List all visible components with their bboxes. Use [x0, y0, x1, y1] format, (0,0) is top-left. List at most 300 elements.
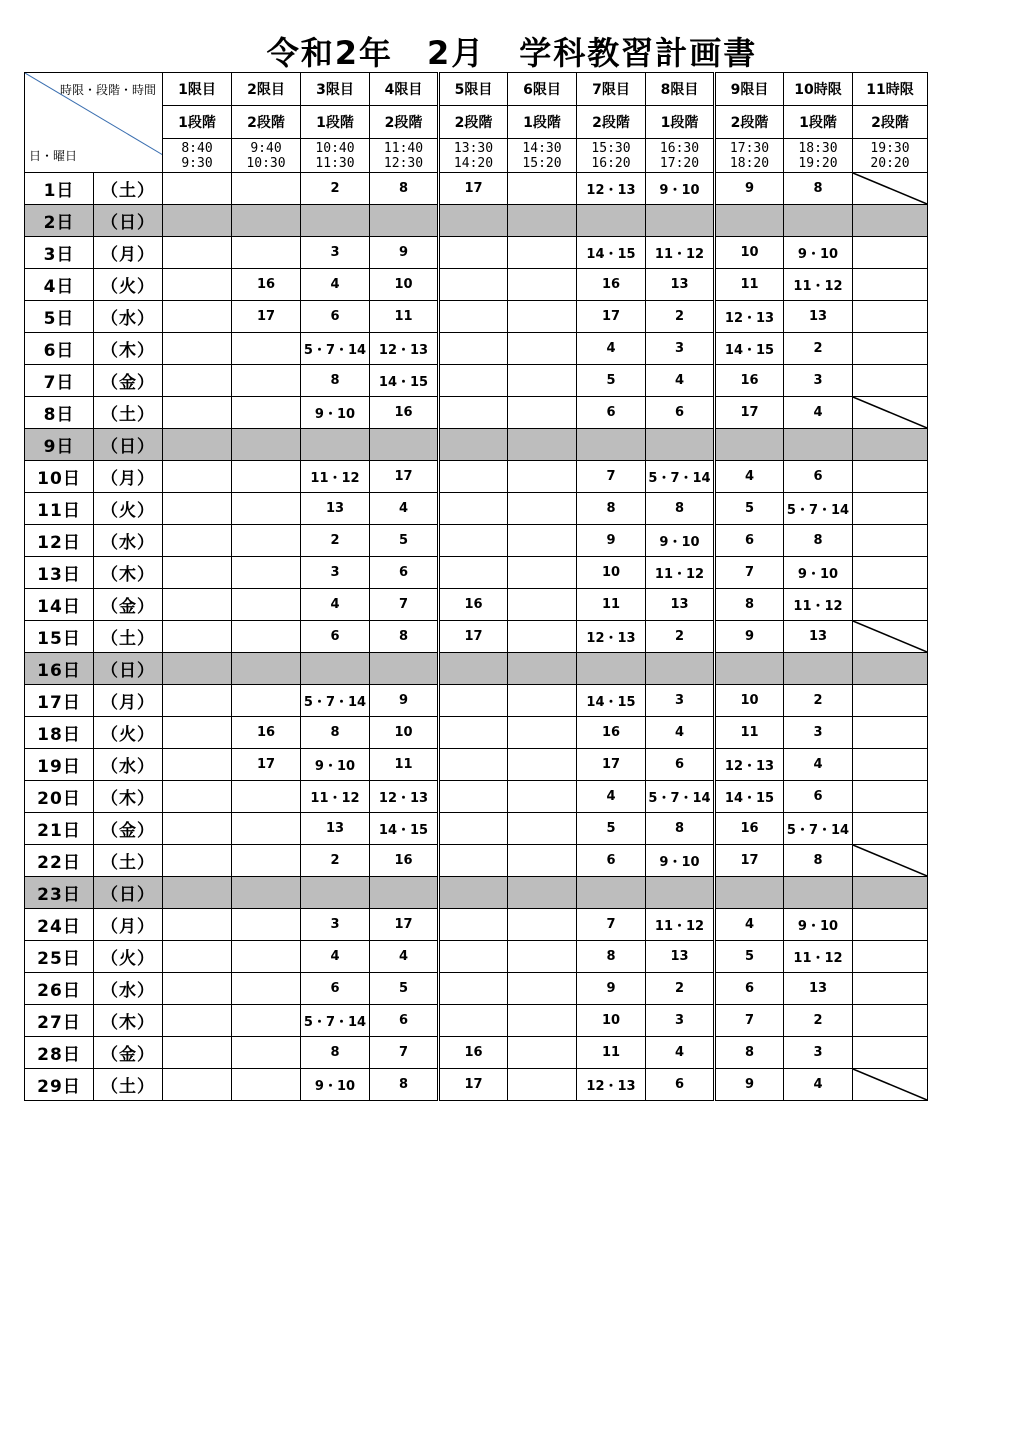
lesson-cell: 5・7・14	[784, 813, 853, 845]
lesson-cell: 3	[784, 717, 853, 749]
end-time: 15:20	[522, 155, 562, 171]
lesson-cell	[439, 749, 508, 781]
stage-header: 2段階	[715, 106, 784, 139]
lesson-cell	[439, 493, 508, 525]
lesson-cell: 4	[370, 941, 439, 973]
lesson-cell: 3	[301, 557, 370, 589]
lesson-cell	[232, 973, 301, 1005]
time-header	[646, 139, 715, 173]
table-row	[25, 653, 928, 685]
no-class-slash	[853, 621, 927, 652]
lesson-cell	[508, 909, 577, 941]
weekday-cell: （月）	[94, 461, 163, 493]
lesson-cell	[853, 589, 928, 621]
lesson-cell	[508, 589, 577, 621]
start-time: 9:40	[250, 140, 282, 156]
lesson-cell	[370, 205, 439, 237]
date-cell: 20日	[25, 781, 94, 813]
lesson-cell: 10	[370, 717, 439, 749]
lesson-cell: 8	[370, 173, 439, 205]
lesson-cell: 17	[370, 909, 439, 941]
lesson-cell: 10	[715, 237, 784, 269]
lesson-cell: 13	[646, 269, 715, 301]
weekday-cell: （金）	[94, 813, 163, 845]
start-time: 11:40	[383, 140, 424, 156]
schedule-table	[24, 72, 928, 1101]
lesson-cell: 8	[301, 365, 370, 397]
lesson-cell	[163, 845, 232, 877]
lesson-cell: 8	[301, 717, 370, 749]
lesson-cell	[370, 877, 439, 909]
lesson-cell	[439, 653, 508, 685]
lesson-cell	[853, 525, 928, 557]
lesson-cell	[853, 461, 928, 493]
lesson-cell	[508, 717, 577, 749]
table-row	[25, 205, 928, 237]
table-row	[25, 333, 928, 365]
lesson-cell: 12・13	[577, 173, 646, 205]
lesson-cell	[232, 397, 301, 429]
lesson-cell	[853, 941, 928, 973]
lesson-cell: 11・12	[784, 941, 853, 973]
lesson-cell	[163, 205, 232, 237]
no-class-slash	[853, 173, 927, 204]
table-row	[25, 1069, 928, 1101]
lesson-cell	[163, 1069, 232, 1101]
lesson-cell	[163, 493, 232, 525]
lesson-cell	[508, 269, 577, 301]
lesson-cell	[439, 941, 508, 973]
lesson-cell: 17	[715, 397, 784, 429]
lesson-cell	[439, 365, 508, 397]
date-cell: 12日	[25, 525, 94, 557]
stage-header: 1段階	[301, 106, 370, 139]
lesson-cell: 6	[646, 749, 715, 781]
lesson-cell: 3	[784, 1037, 853, 1069]
date-cell: 1日	[25, 173, 94, 205]
lesson-cell	[439, 525, 508, 557]
end-time: 18:20	[729, 155, 770, 171]
lesson-cell: 16	[715, 813, 784, 845]
lesson-cell	[232, 877, 301, 909]
lesson-cell	[163, 909, 232, 941]
lesson-cell: 10	[715, 685, 784, 717]
lesson-cell: 4	[577, 333, 646, 365]
lesson-cell: 4	[715, 461, 784, 493]
lesson-cell	[853, 173, 928, 205]
lesson-cell	[163, 941, 232, 973]
lesson-cell	[163, 717, 232, 749]
lesson-cell: 16	[439, 1037, 508, 1069]
lesson-cell: 11	[577, 589, 646, 621]
lesson-cell: 5・7・14	[646, 461, 715, 493]
period-header: 1限目	[163, 73, 232, 106]
lesson-cell: 6	[301, 621, 370, 653]
lesson-cell	[232, 525, 301, 557]
start-time: 10:40	[315, 140, 355, 156]
lesson-cell	[163, 269, 232, 301]
period-header: 9限目	[715, 73, 784, 106]
date-cell: 19日	[25, 749, 94, 781]
table-row	[25, 621, 928, 653]
lesson-cell: 12・13	[577, 1069, 646, 1101]
lesson-cell: 14・15	[715, 333, 784, 365]
weekday-cell: （水）	[94, 749, 163, 781]
lesson-cell: 11・12	[784, 269, 853, 301]
lesson-cell	[439, 333, 508, 365]
start-time: 18:30	[798, 140, 838, 156]
lesson-cell: 4	[646, 717, 715, 749]
lesson-cell: 10	[577, 557, 646, 589]
lesson-cell: 8	[301, 1037, 370, 1069]
lesson-cell: 5	[370, 525, 439, 557]
time-header	[508, 139, 577, 173]
weekday-cell: （火）	[94, 941, 163, 973]
weekday-cell: （火）	[94, 269, 163, 301]
table-row	[25, 685, 928, 717]
lesson-cell: 16	[232, 269, 301, 301]
lesson-cell	[163, 429, 232, 461]
lesson-cell	[853, 333, 928, 365]
lesson-cell: 2	[646, 621, 715, 653]
weekday-cell: （土）	[94, 621, 163, 653]
lesson-cell: 17	[577, 749, 646, 781]
lesson-cell: 11・12	[301, 461, 370, 493]
table-row	[25, 557, 928, 589]
lesson-cell	[508, 173, 577, 205]
lesson-cell: 17	[715, 845, 784, 877]
period-header: 10時限	[784, 73, 853, 106]
date-cell: 7日	[25, 365, 94, 397]
lesson-cell	[163, 333, 232, 365]
lesson-cell	[853, 973, 928, 1005]
lesson-cell	[232, 557, 301, 589]
lesson-cell: 8	[784, 525, 853, 557]
lesson-cell	[163, 973, 232, 1005]
lesson-cell	[232, 1037, 301, 1069]
lesson-cell: 16	[370, 845, 439, 877]
table-row	[25, 365, 928, 397]
lesson-cell	[508, 941, 577, 973]
stage-header: 1段階	[163, 106, 232, 139]
table-row	[25, 909, 928, 941]
period-header: 5限目	[439, 73, 508, 106]
lesson-cell: 9・10	[784, 557, 853, 589]
corner-label-top: 時限・段階・時間	[59, 83, 156, 97]
lesson-cell	[784, 429, 853, 461]
lesson-cell: 8	[577, 493, 646, 525]
time-header	[577, 139, 646, 173]
stage-header: 2段階	[232, 106, 301, 139]
lesson-cell: 9	[715, 621, 784, 653]
lesson-cell	[853, 685, 928, 717]
table-row	[25, 781, 928, 813]
lesson-cell: 5・7・14	[301, 685, 370, 717]
lesson-cell: 8	[715, 589, 784, 621]
lesson-cell: 6	[370, 557, 439, 589]
lesson-cell: 3	[784, 365, 853, 397]
time-header	[784, 139, 853, 173]
start-time: 19:30	[870, 140, 910, 156]
lesson-cell	[508, 685, 577, 717]
lesson-cell	[508, 397, 577, 429]
lesson-cell	[232, 173, 301, 205]
lesson-cell: 2	[646, 301, 715, 333]
date-cell: 13日	[25, 557, 94, 589]
lesson-cell: 14・15	[577, 237, 646, 269]
lesson-cell	[439, 973, 508, 1005]
weekday-cell: （木）	[94, 557, 163, 589]
date-cell: 28日	[25, 1037, 94, 1069]
lesson-cell: 13	[784, 301, 853, 333]
lesson-cell	[163, 397, 232, 429]
lesson-cell: 6	[577, 845, 646, 877]
lesson-cell: 4	[301, 589, 370, 621]
stage-header: 1段階	[784, 106, 853, 139]
lesson-cell: 14・15	[577, 685, 646, 717]
weekday-cell: （日）	[94, 429, 163, 461]
lesson-cell: 5	[715, 941, 784, 973]
lesson-cell: 13	[301, 813, 370, 845]
table-row	[25, 1037, 928, 1069]
lesson-cell: 11・12	[646, 237, 715, 269]
lesson-cell: 9	[577, 973, 646, 1005]
lesson-cell	[232, 813, 301, 845]
lesson-cell: 5	[715, 493, 784, 525]
lesson-cell	[508, 333, 577, 365]
lesson-cell	[439, 237, 508, 269]
lesson-cell	[508, 1069, 577, 1101]
lesson-cell	[439, 813, 508, 845]
lesson-cell: 3	[301, 237, 370, 269]
lesson-cell: 7	[370, 589, 439, 621]
no-class-slash	[853, 845, 927, 876]
lesson-cell: 8	[370, 1069, 439, 1101]
lesson-cell	[853, 621, 928, 653]
lesson-cell	[508, 1037, 577, 1069]
lesson-cell	[646, 653, 715, 685]
lesson-cell	[853, 717, 928, 749]
weekday-cell: （日）	[94, 205, 163, 237]
time-header	[163, 139, 232, 173]
weekday-cell: （水）	[94, 525, 163, 557]
table-row	[25, 1005, 928, 1037]
lesson-cell	[163, 1037, 232, 1069]
date-cell: 18日	[25, 717, 94, 749]
period-header: 4限目	[370, 73, 439, 106]
date-cell: 23日	[25, 877, 94, 909]
lesson-cell	[301, 877, 370, 909]
lesson-cell: 5・7・14	[784, 493, 853, 525]
stage-header: 2段階	[439, 106, 508, 139]
lesson-cell	[439, 397, 508, 429]
weekday-cell: （木）	[94, 1005, 163, 1037]
lesson-cell	[163, 781, 232, 813]
lesson-cell	[508, 237, 577, 269]
lesson-cell	[163, 173, 232, 205]
weekday-cell: （金）	[94, 1037, 163, 1069]
lesson-cell: 9	[370, 237, 439, 269]
stage-header: 2段階	[853, 106, 928, 139]
lesson-cell	[439, 429, 508, 461]
lesson-cell: 17	[439, 1069, 508, 1101]
lesson-cell: 11	[370, 749, 439, 781]
table-row	[25, 749, 928, 781]
date-cell: 10日	[25, 461, 94, 493]
table-row	[25, 589, 928, 621]
weekday-cell: （土）	[94, 845, 163, 877]
corner-label-bottom: 日・曜日	[29, 149, 78, 163]
date-cell: 15日	[25, 621, 94, 653]
lesson-cell	[163, 685, 232, 717]
date-cell: 22日	[25, 845, 94, 877]
lesson-cell: 3	[646, 333, 715, 365]
lesson-cell: 2	[301, 173, 370, 205]
lesson-cell: 14・15	[370, 813, 439, 845]
date-cell: 11日	[25, 493, 94, 525]
end-time: 10:30	[246, 155, 286, 171]
lesson-cell: 7	[370, 1037, 439, 1069]
lesson-cell: 5	[577, 813, 646, 845]
lesson-cell: 9	[577, 525, 646, 557]
weekday-cell: （金）	[94, 589, 163, 621]
lesson-cell	[853, 493, 928, 525]
lesson-cell: 6	[301, 301, 370, 333]
date-cell: 5日	[25, 301, 94, 333]
lesson-cell: 2	[646, 973, 715, 1005]
lesson-cell	[853, 269, 928, 301]
table-row	[25, 525, 928, 557]
lesson-cell: 5	[577, 365, 646, 397]
date-cell: 9日	[25, 429, 94, 461]
lesson-cell: 6	[577, 397, 646, 429]
lesson-cell	[439, 877, 508, 909]
lesson-cell	[232, 621, 301, 653]
lesson-cell: 2	[301, 845, 370, 877]
time-header	[301, 139, 370, 173]
lesson-cell	[163, 557, 232, 589]
lesson-cell	[853, 365, 928, 397]
lesson-cell: 9・10	[301, 1069, 370, 1101]
lesson-cell	[439, 557, 508, 589]
lesson-cell	[853, 205, 928, 237]
lesson-cell: 7	[715, 1005, 784, 1037]
lesson-cell	[370, 429, 439, 461]
lesson-cell	[508, 653, 577, 685]
lesson-cell: 8	[577, 941, 646, 973]
lesson-cell	[439, 845, 508, 877]
lesson-cell	[232, 653, 301, 685]
lesson-cell	[232, 365, 301, 397]
lesson-cell	[232, 781, 301, 813]
lesson-cell	[232, 461, 301, 493]
weekday-cell: （月）	[94, 685, 163, 717]
weekday-cell: （木）	[94, 333, 163, 365]
lesson-cell: 11・12	[646, 557, 715, 589]
lesson-cell: 5	[370, 973, 439, 1005]
lesson-cell: 11	[715, 717, 784, 749]
lesson-cell: 14・15	[715, 781, 784, 813]
lesson-cell	[163, 621, 232, 653]
lesson-cell: 4	[784, 397, 853, 429]
weekday-cell: （月）	[94, 909, 163, 941]
lesson-cell	[232, 909, 301, 941]
date-cell: 24日	[25, 909, 94, 941]
weekday-cell: （月）	[94, 237, 163, 269]
lesson-cell: 12・13	[370, 781, 439, 813]
lesson-cell: 16	[577, 269, 646, 301]
lesson-cell: 6	[646, 1069, 715, 1101]
lesson-cell	[439, 909, 508, 941]
lesson-cell	[853, 237, 928, 269]
start-time: 17:30	[729, 140, 770, 156]
lesson-cell: 3	[301, 909, 370, 941]
lesson-cell: 9	[370, 685, 439, 717]
date-cell: 8日	[25, 397, 94, 429]
lesson-cell	[853, 781, 928, 813]
lesson-cell: 9・10	[646, 525, 715, 557]
lesson-cell	[163, 237, 232, 269]
time-header	[370, 139, 439, 173]
date-cell: 17日	[25, 685, 94, 717]
table-row	[25, 877, 928, 909]
time-header	[715, 139, 784, 173]
lesson-cell: 17	[232, 749, 301, 781]
lesson-cell	[301, 653, 370, 685]
lesson-cell	[301, 429, 370, 461]
weekday-cell: （火）	[94, 493, 163, 525]
weekday-cell: （日）	[94, 877, 163, 909]
lesson-cell: 8	[784, 845, 853, 877]
lesson-cell	[508, 525, 577, 557]
table-row	[25, 973, 928, 1005]
lesson-cell	[232, 1005, 301, 1037]
lesson-cell: 4	[301, 269, 370, 301]
date-cell: 14日	[25, 589, 94, 621]
lesson-cell	[508, 813, 577, 845]
lesson-cell	[508, 1005, 577, 1037]
lesson-cell	[853, 301, 928, 333]
end-time: 11:30	[315, 155, 355, 171]
lesson-cell: 2	[301, 525, 370, 557]
lesson-cell: 8	[784, 173, 853, 205]
date-cell: 6日	[25, 333, 94, 365]
end-time: 12:30	[383, 155, 424, 171]
lesson-cell: 13	[784, 973, 853, 1005]
weekday-cell: （木）	[94, 781, 163, 813]
lesson-cell	[853, 397, 928, 429]
lesson-cell: 16	[439, 589, 508, 621]
lesson-cell	[232, 589, 301, 621]
lesson-cell	[163, 589, 232, 621]
lesson-cell	[784, 653, 853, 685]
lesson-cell	[646, 205, 715, 237]
lesson-cell	[370, 653, 439, 685]
lesson-cell	[853, 1005, 928, 1037]
lesson-cell	[508, 365, 577, 397]
lesson-cell	[508, 749, 577, 781]
lesson-cell: 5・7・14	[301, 1005, 370, 1037]
lesson-cell	[508, 877, 577, 909]
lesson-cell	[439, 461, 508, 493]
date-cell: 27日	[25, 1005, 94, 1037]
lesson-cell	[577, 429, 646, 461]
lesson-cell	[853, 813, 928, 845]
period-header: 2限目	[232, 73, 301, 106]
weekday-cell: （土）	[94, 173, 163, 205]
lesson-cell: 9	[715, 1069, 784, 1101]
lesson-cell: 3	[646, 685, 715, 717]
